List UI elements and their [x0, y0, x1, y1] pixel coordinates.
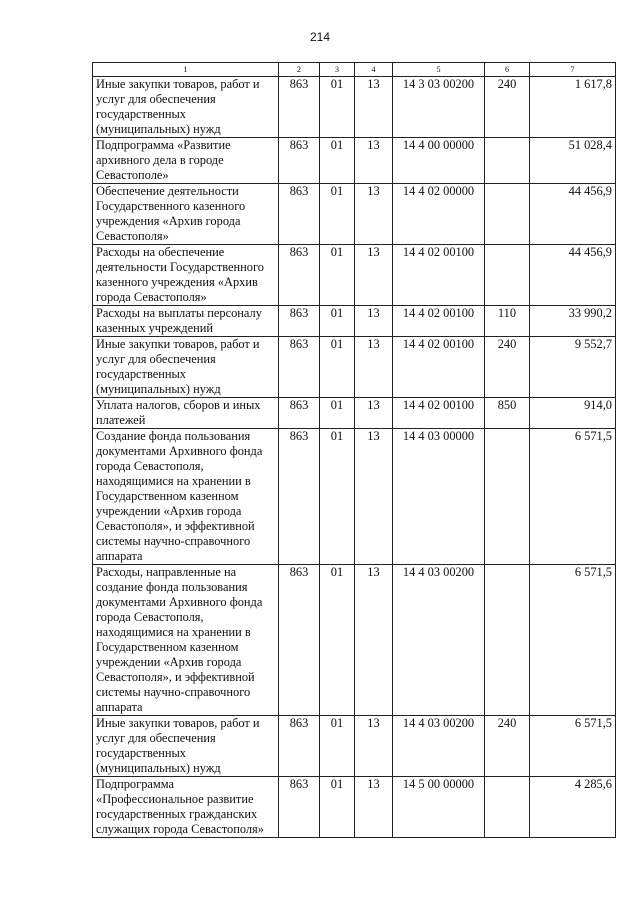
subsection-code: 13: [355, 245, 393, 306]
table-row: [93, 337, 616, 398]
column-header: 3: [320, 63, 355, 77]
ministry-code: 863: [279, 337, 320, 398]
expense-name: Подпрограмма «Развитие архивного дела в городе Севастополе»: [93, 138, 279, 184]
expense-type-code: [485, 777, 530, 838]
expense-name: Уплата налогов, сборов и иных платежей: [93, 398, 279, 429]
expense-name: Иные закупки товаров, работ и услуг для обеспечения государственных (муниципальных) нужд: [93, 337, 279, 398]
column-header: 6: [485, 63, 530, 77]
target-article-code: 14 4 02 00000: [393, 184, 485, 245]
expense-name: Иные закупки товаров, работ и услуг для обеспечения государственных (муниципальных) нужд: [93, 77, 279, 138]
ministry-code: 863: [279, 245, 320, 306]
column-header: 5: [393, 63, 485, 77]
target-article-code: 14 4 02 00100: [393, 337, 485, 398]
amount: 44 456,9: [530, 184, 616, 245]
budget-table: [92, 62, 616, 838]
table-row: [93, 429, 616, 565]
section-code: 01: [320, 245, 355, 306]
amount: 6 571,5: [530, 716, 616, 777]
table-row: [93, 565, 616, 716]
column-header: 7: [530, 63, 616, 77]
expense-type-code: 240: [485, 337, 530, 398]
section-code: 01: [320, 716, 355, 777]
amount: 9 552,7: [530, 337, 616, 398]
amount: 1 617,8: [530, 77, 616, 138]
page-number: 214: [309, 30, 331, 44]
expense-type-code: [485, 184, 530, 245]
expense-type-code: 110: [485, 306, 530, 337]
subsection-code: 13: [355, 184, 393, 245]
amount: 6 571,5: [530, 429, 616, 565]
table-row: [93, 245, 616, 306]
target-article-code: 14 4 03 00000: [393, 429, 485, 565]
expense-type-code: 240: [485, 716, 530, 777]
section-code: 01: [320, 77, 355, 138]
ministry-code: 863: [279, 565, 320, 716]
section-code: 01: [320, 565, 355, 716]
ministry-code: 863: [279, 184, 320, 245]
table-row: [93, 716, 616, 777]
ministry-code: 863: [279, 77, 320, 138]
table-row: [93, 77, 616, 138]
section-code: 01: [320, 398, 355, 429]
expense-type-code: [485, 565, 530, 716]
ministry-code: 863: [279, 138, 320, 184]
target-article-code: 14 5 00 00000: [393, 777, 485, 838]
amount: 51 028,4: [530, 138, 616, 184]
section-code: 01: [320, 138, 355, 184]
target-article-code: 14 4 02 00100: [393, 398, 485, 429]
expense-type-code: 850: [485, 398, 530, 429]
subsection-code: 13: [355, 777, 393, 838]
table-row: [93, 777, 616, 838]
subsection-code: 13: [355, 337, 393, 398]
subsection-code: 13: [355, 716, 393, 777]
expense-type-code: [485, 138, 530, 184]
amount: 914,0: [530, 398, 616, 429]
expense-type-code: [485, 429, 530, 565]
expense-name: Подпрограмма «Профессиональное развитие государственных гражданских служащих города Севастополя»: [93, 777, 279, 838]
target-article-code: 14 3 03 00200: [393, 77, 485, 138]
table-row: [93, 306, 616, 337]
table-row: [93, 184, 616, 245]
column-header: 4: [355, 63, 393, 77]
expense-type-code: [485, 245, 530, 306]
subsection-code: 13: [355, 398, 393, 429]
target-article-code: 14 4 02 00100: [393, 245, 485, 306]
section-code: 01: [320, 306, 355, 337]
expense-type-code: 240: [485, 77, 530, 138]
target-article-code: 14 4 03 00200: [393, 716, 485, 777]
subsection-code: 13: [355, 565, 393, 716]
expense-name: Расходы, направленные на создание фонда пользования документами Архивного фонда города Севастополя, находящимися на хранении в Государственном казенном учреждении «Архив города Севастополя», и эффективной системы научно-справочного аппарата: [93, 565, 279, 716]
subsection-code: 13: [355, 306, 393, 337]
amount: 6 571,5: [530, 565, 616, 716]
ministry-code: 863: [279, 777, 320, 838]
ministry-code: 863: [279, 306, 320, 337]
target-article-code: 14 4 02 00100: [393, 306, 485, 337]
subsection-code: 13: [355, 77, 393, 138]
section-code: 01: [320, 184, 355, 245]
section-code: 01: [320, 337, 355, 398]
section-code: 01: [320, 777, 355, 838]
subsection-code: 13: [355, 138, 393, 184]
expense-name: Обеспечение деятельности Государственного казенного учреждения «Архив города Севастополя»: [93, 184, 279, 245]
table-row: [93, 398, 616, 429]
column-header: 1: [93, 63, 279, 77]
amount: 33 990,2: [530, 306, 616, 337]
ministry-code: 863: [279, 716, 320, 777]
section-code: 01: [320, 429, 355, 565]
target-article-code: 14 4 00 00000: [393, 138, 485, 184]
expense-name: Создание фонда пользования документами Архивного фонда города Севастополя, находящимися на хранении в Государственном казенном учреждении «Архив города Севастополя», и эффективной системы научно-справочного аппарата: [93, 429, 279, 565]
amount: 44 456,9: [530, 245, 616, 306]
target-article-code: 14 4 03 00200: [393, 565, 485, 716]
ministry-code: 863: [279, 398, 320, 429]
column-header: 2: [279, 63, 320, 77]
amount: 4 285,6: [530, 777, 616, 838]
ministry-code: 863: [279, 429, 320, 565]
expense-name: Расходы на обеспечение деятельности Государственного казенного учреждения «Архив города Севастополя»: [93, 245, 279, 306]
expense-name: Расходы на выплаты персоналу казенных учреждений: [93, 306, 279, 337]
table-header-row: [93, 63, 616, 77]
expense-name: Иные закупки товаров, работ и услуг для обеспечения государственных (муниципальных) нужд: [93, 716, 279, 777]
table-row: [93, 138, 616, 184]
subsection-code: 13: [355, 429, 393, 565]
